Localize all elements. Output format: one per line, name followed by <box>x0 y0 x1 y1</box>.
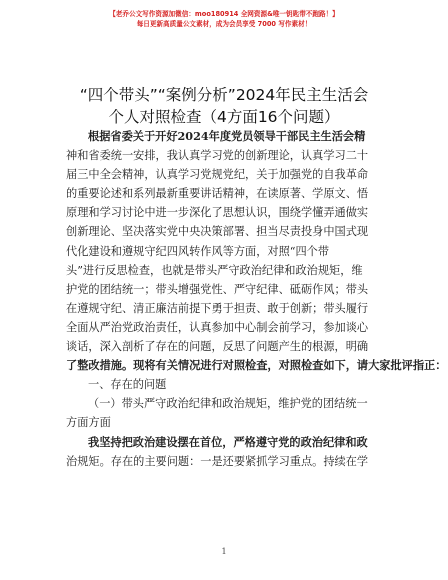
intro-line: 的重要论述和系列最新重要讲话精神，在读原著、学原文、悟 <box>66 187 369 201</box>
intro-line: 神和省委统一安排，我认真学习党的创新理论，认真学习二十 <box>66 149 369 163</box>
intro-line: 谈话，深入剖析了存在的问题，反思了问题产生的根源，明确 <box>66 340 369 354</box>
intro-line: 在遵规守纪、清正廉洁前提下勇于担责、敢于创新；带头履行 <box>66 301 369 315</box>
intro-line: 根据省委关于开好2024年度党员领导干部民主生活会精 <box>88 129 366 143</box>
document-title-line-2: 个人对照检查（4方面16个问题） <box>108 108 340 126</box>
intro-line: 护党的团结统一；带头增强党性、严守纪律、砥砺作风；带头 <box>66 282 369 296</box>
section-heading: 一、存在的问题 <box>88 378 167 392</box>
intro-line: 头”进行反思检查，也就是带头严守政治纪律和政治规矩，维 <box>66 263 363 277</box>
body-line: 我坚持把政治建设摆在首位，严格遵守党的政治纪律和政 <box>88 434 368 449</box>
promo-banner-line-2: 每日更新高质量公文素材，成为会员享受 7000 写作素材！ <box>136 20 312 28</box>
intro-line: 原理和学习讨论中进一步深化了思想认识，围绕学懂弄通做实 <box>66 206 369 220</box>
intro-line: 全面从严治党政治责任，认真参加中心制会前学习，参加谈心 <box>66 320 369 334</box>
document-title <box>30 84 418 128</box>
intro-line: 了整改措施。现将有关情况进行对照检查，对照检查如下，请大家批评指正： <box>66 358 447 373</box>
subsection-line: 方面方面 <box>66 416 111 430</box>
body-line: 治规矩。存在的主要问题：一是还要紧抓学习重点。持续在学 <box>66 454 369 468</box>
intro-line: 创新理论、坚决落实党中央决策部署、担当尽责投身中国式现 <box>66 225 369 239</box>
body-paragraph <box>66 433 394 471</box>
intro-line: 届三中全会精神，认真学习党规党纪，关于加强党的自我革命 <box>66 168 369 182</box>
subsection-heading <box>66 394 394 432</box>
promo-banner-line-1: 【老乔公文写作资源加微信：moo180914 全网资源&唯一钥匙带不跑路！】 <box>109 10 339 18</box>
promo-banner <box>0 9 448 29</box>
intro-line: 代化建设和遵规守纪四风转作风等方面，对照“四个带 <box>66 244 330 258</box>
intro-paragraph <box>66 127 447 375</box>
document-title-line-1: “四个带头”“案例分析”2024年民主生活会 <box>79 86 369 104</box>
document-body <box>66 127 447 471</box>
subsection-line: （一）带头严守政治纪律和政治规矩，维护党的团结统一 <box>88 397 368 411</box>
page-number: 1 <box>221 547 227 556</box>
